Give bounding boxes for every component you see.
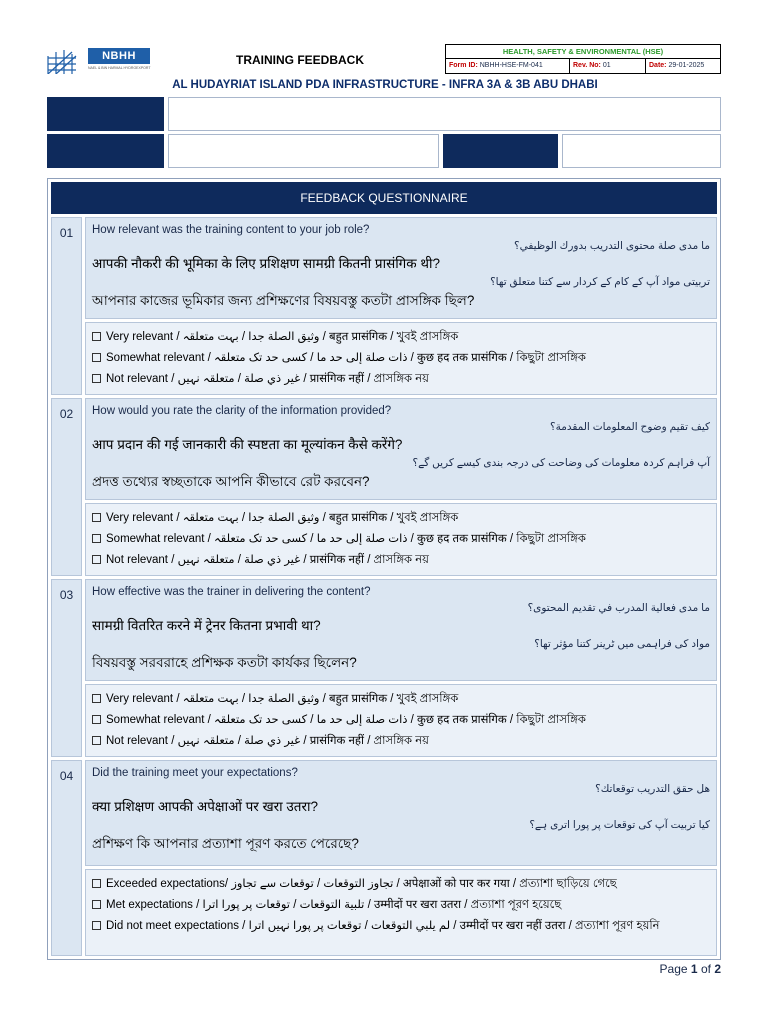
answer-options: [85, 503, 717, 576]
checkbox-icon[interactable]: [92, 513, 101, 522]
option-very-relevant[interactable]: [92, 508, 710, 529]
feedback-questionnaire: [47, 178, 721, 960]
question-english: How would you rate the clarity of the information provided?: [92, 405, 392, 417]
form-id-cell: [446, 59, 570, 73]
info-field-1[interactable]: [168, 97, 721, 131]
document-title: TRAINING FEEDBACK: [236, 53, 364, 67]
date-value: 29-01-2025: [668, 62, 705, 69]
question-urdu: تربیتی مواد آپ کے کام کے کردار سے کتنا متعلق تھا؟: [490, 276, 710, 288]
rev-cell: [570, 59, 646, 73]
option-label: Somewhat relevant / ذات صلة إلى حد ما / کسی حد تک متعلقہ / कुछ हद तक प्रासंगिक / কিছুটা প্রাসঙ্গিক: [106, 352, 586, 364]
option-not-relevant[interactable]: [92, 369, 710, 390]
checkbox-icon[interactable]: [92, 879, 101, 888]
question-block: [51, 760, 717, 956]
hse-title: HEALTH, SAFETY & ENVIRONMENTAL (HSE): [446, 45, 720, 59]
page-label: Page: [659, 962, 688, 976]
question-text: [85, 217, 717, 319]
logo-brand-text: NBHH: [88, 48, 150, 64]
question-urdu: آپ فراہم کردہ معلومات کی وضاحت کی درجہ بندی کیسے کریں گے؟: [412, 457, 710, 469]
checkbox-icon[interactable]: [92, 353, 101, 362]
info-row-2: [47, 134, 721, 168]
company-logo: [46, 44, 156, 78]
project-title: AL HUDAYRIAT ISLAND PDA INFRASTRUCTURE - INFRA 3A & 3B ABU DHABI: [172, 79, 598, 91]
page-footer: [660, 962, 721, 976]
question-bengali: বিষয়বস্তু সরবরাহে প্রশিক্ষক কতটা কার্যকর ছিলেন?: [92, 655, 357, 670]
option-label: Met expectations / تلبية التوقعات / توقعات پر پورا اترا / उम्मीदों पर खरा उतरा / প্রত্যাশা পূরণ হয়েছে: [106, 899, 562, 911]
form-id-value: NBHH-HSE-FM-041: [479, 62, 543, 69]
checkbox-icon[interactable]: [92, 332, 101, 341]
question-number: 04: [51, 760, 82, 956]
option-very-relevant[interactable]: [92, 689, 710, 710]
info-field-2[interactable]: [168, 134, 439, 168]
answer-options: [85, 684, 717, 757]
question-text: [85, 760, 717, 866]
checkbox-icon[interactable]: [92, 555, 101, 564]
answer-options: [85, 869, 717, 956]
form-id-label: Form ID:: [449, 62, 478, 69]
of-label: of: [700, 962, 711, 976]
option-met-expectations[interactable]: [92, 895, 710, 916]
date-label: Date:: [649, 62, 667, 69]
date-cell: [646, 59, 720, 73]
option-label: Very relevant / وثيق الصلة جدا / بہت متعلقہ / बहुत प्रासंगिक / খুবই প্রাসঙ্গিক: [106, 512, 459, 524]
question-urdu: مواد کی فراہمی میں ٹرینر کتنا مؤثر تھا؟: [534, 638, 710, 650]
answer-options: [85, 322, 717, 395]
question-hindi: क्या प्रशिक्षण आपकी अपेक्षाओं पर खरा उतरा?: [92, 799, 319, 814]
option-did-not-meet-expectations[interactable]: [92, 916, 710, 937]
checkbox-icon[interactable]: [92, 694, 101, 703]
scaffold-logo-icon: [46, 48, 82, 74]
option-somewhat-relevant[interactable]: [92, 348, 710, 369]
question-arabic: ما مدى صلة محتوى التدريب بدورك الوظيفي؟: [514, 240, 710, 252]
checkbox-icon[interactable]: [92, 715, 101, 724]
option-label: Exceeded expectations/ تجاوز التوقعات / توقعات سے تجاوز / अपेक्षाओं को पार कर गया / প্রত্যাশা ছাড়িয়ে গেছে: [106, 878, 617, 890]
question-bengali: প্রদত্ত তথ্যের স্বচ্ছতাকে আপনি কীভাবে রেট করবেন?: [92, 474, 370, 489]
option-label: Not relevant / غير ذي صلة / متعلقہ نہیں / प्रासंगिक नहीं / প্রাসঙ্গিক নয়: [106, 554, 429, 566]
logo-tagline: NAEL & BIN HARMAL HYDROEXPORT: [88, 66, 151, 70]
option-somewhat-relevant[interactable]: [92, 529, 710, 550]
question-english: How effective was the trainer in delivering the content?: [92, 586, 371, 598]
option-label: Very relevant / وثيق الصلة جدا / بہت متعلقہ / बहुत प्रासंगिक / খুবই প্রাসঙ্গিক: [106, 693, 459, 705]
option-not-relevant[interactable]: [92, 731, 710, 752]
checkbox-icon[interactable]: [92, 921, 101, 930]
question-block: [51, 398, 717, 576]
question-hindi: सामग्री वितरित करने में ट्रेनर कितना प्रभावी था?: [92, 618, 321, 633]
rev-value: 01: [602, 62, 611, 69]
questionnaire-heading: FEEDBACK QUESTIONNAIRE: [51, 182, 717, 214]
info-label-3: [443, 134, 558, 168]
page-number: 1: [690, 962, 698, 976]
question-arabic: هل حقق التدريب توقعاتك؟: [595, 783, 710, 795]
question-number: 01: [51, 217, 82, 395]
question-text: [85, 579, 717, 681]
question-urdu: کیا تربیت آپ کی توقعات پر پورا اتری ہے؟: [529, 819, 710, 831]
info-row-1: [47, 97, 721, 131]
info-label-1: [47, 97, 164, 131]
question-bengali: আপনার কাজের ভূমিকার জন্য প্রশিক্ষণের বিষয়বস্তু কতটা প্রাসঙ্গিক ছিল?: [92, 293, 475, 308]
option-label: Not relevant / غير ذي صلة / متعلقہ نہیں / प्रासंगिक नहीं / প্রাসঙ্গিক নয়: [106, 735, 429, 747]
option-label: Somewhat relevant / ذات صلة إلى حد ما / کسی حد تک متعلقہ / कुछ हद तक प्रासंगिक / কিছুটা প্রাসঙ্গিক: [106, 533, 586, 545]
question-number: 03: [51, 579, 82, 757]
question-bengali: প্রশিক্ষণ কি আপনার প্রত্যাশা পূরণ করতে পেরেছে?: [92, 836, 359, 851]
option-label: Did not meet expectations / لم يلبي التوقعات / توقعات پر پورا نہیں اترا / उम्मीदों पर खरा नहीं उतरा / প্রত্যাশা পূরণ হয়নি: [106, 920, 660, 932]
option-exceeded-expectations[interactable]: [92, 874, 710, 895]
question-hindi: आप प्रदान की गई जानकारी की स्पष्टता का मूल्यांकन कैसे करेंगे?: [92, 437, 403, 452]
question-hindi: आपकी नौकरी की भूमिका के लिए प्रशिक्षण सामग्री कितनी प्रासंगिक थी?: [92, 256, 441, 271]
option-label: Not relevant / غير ذي صلة / متعلقہ نہیں / प्रासंगिक नहीं / প্রাসঙ্গিক নয়: [106, 373, 429, 385]
question-block: [51, 579, 717, 757]
info-field-3[interactable]: [562, 134, 721, 168]
rev-label: Rev. No:: [573, 62, 601, 69]
question-text: [85, 398, 717, 500]
checkbox-icon[interactable]: [92, 736, 101, 745]
question-arabic: كيف تقيم وضوح المعلومات المقدمة؟: [550, 421, 710, 433]
option-somewhat-relevant[interactable]: [92, 710, 710, 731]
option-very-relevant[interactable]: [92, 327, 710, 348]
info-label-2: [47, 134, 164, 168]
option-not-relevant[interactable]: [92, 550, 710, 571]
checkbox-icon[interactable]: [92, 374, 101, 383]
question-arabic: ما مدى فعالية المدرب في تقديم المحتوى؟: [527, 602, 710, 614]
question-block: [51, 217, 717, 395]
option-label: Very relevant / وثيق الصلة جدا / بہت متعلقہ / बहुत प्रासंगिक / খুবই প্রাসঙ্গিক: [106, 331, 459, 343]
checkbox-icon[interactable]: [92, 900, 101, 909]
question-number: 02: [51, 398, 82, 576]
option-label: Somewhat relevant / ذات صلة إلى حد ما / کسی حد تک متعلقہ / कुछ हद तक प्रासंगिक / কিছুটা প্রাসঙ্গিক: [106, 714, 586, 726]
checkbox-icon[interactable]: [92, 534, 101, 543]
question-english: Did the training meet your expectations?: [92, 767, 298, 779]
hse-info-box: [445, 44, 721, 74]
question-english: How relevant was the training content to your job role?: [92, 224, 370, 236]
page-total: 2: [714, 962, 721, 976]
